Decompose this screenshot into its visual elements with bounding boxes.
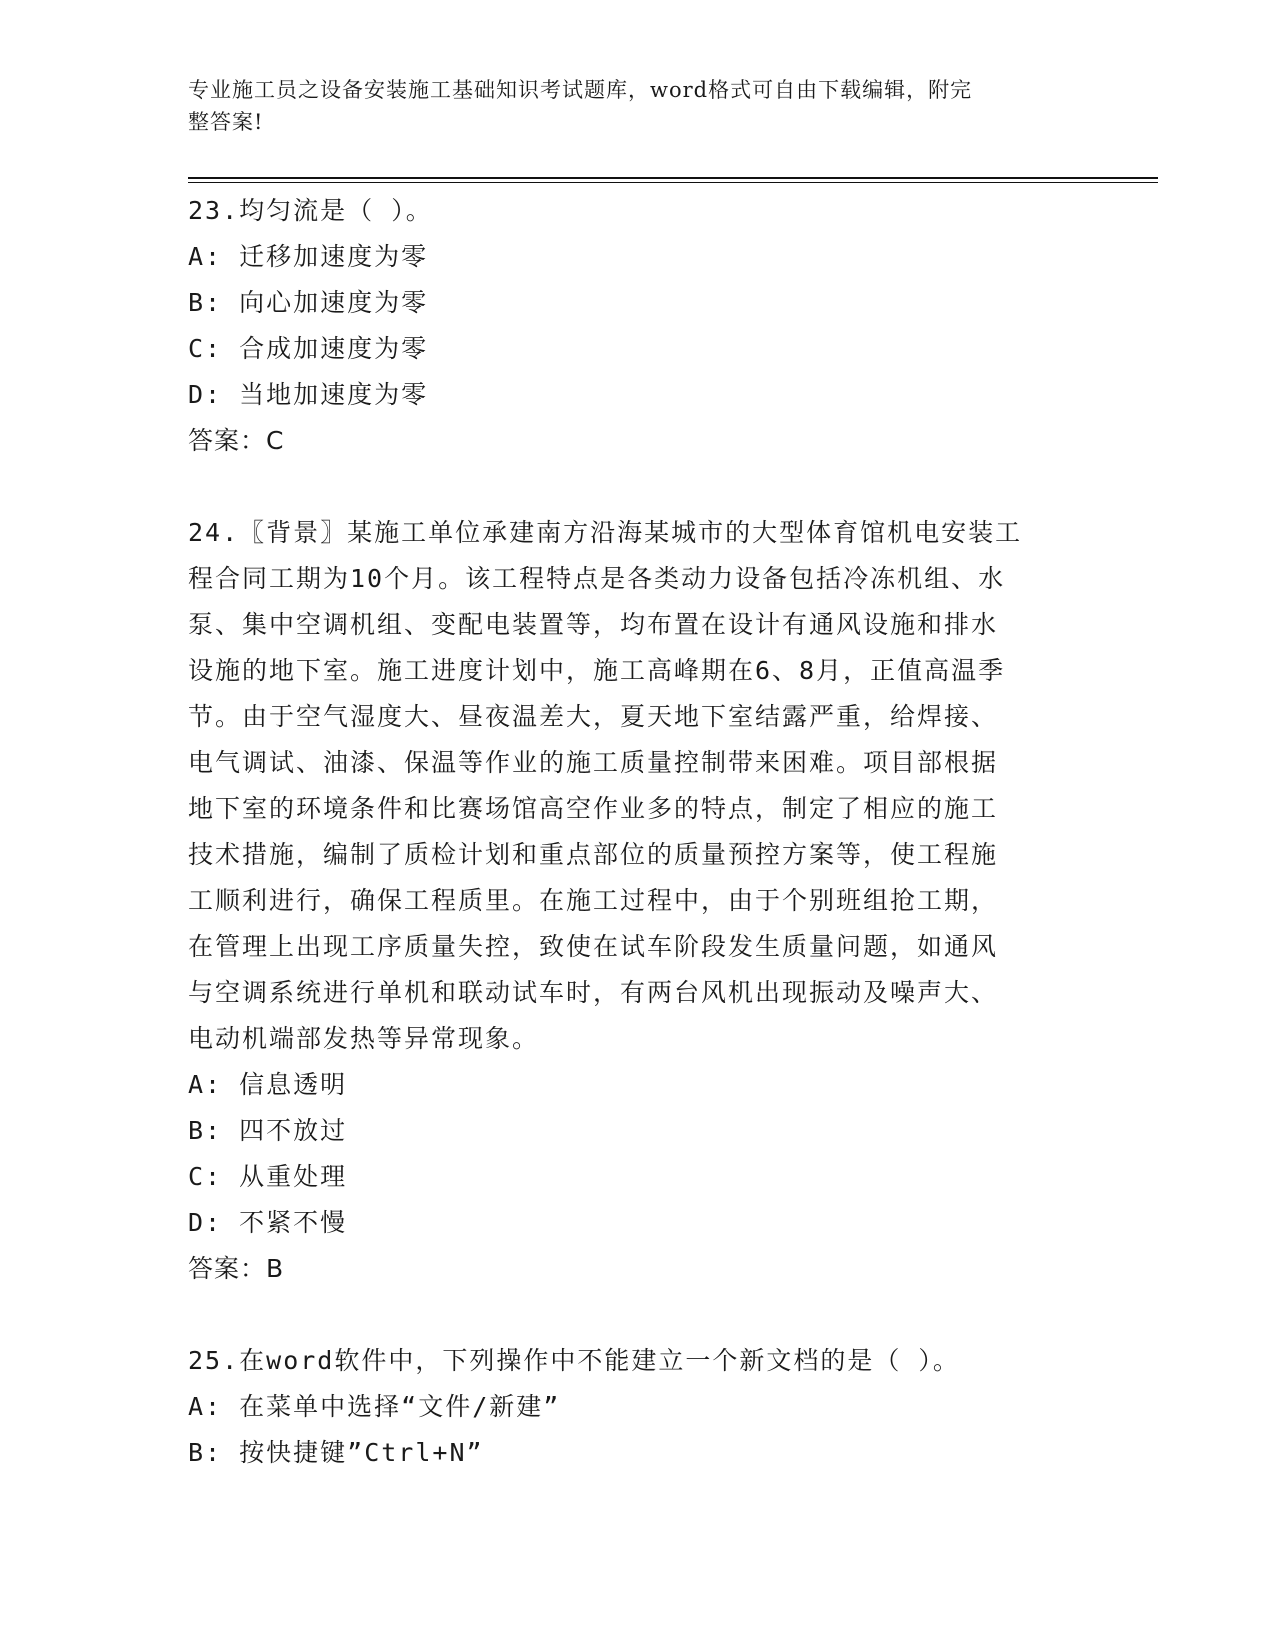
header-line-1: 专业施工员之设备安装施工基础知识考试题库，word格式可自由下载编辑，附完 xyxy=(188,78,973,102)
q23-option-d: D: 当地加速度为零 xyxy=(188,380,429,409)
q24-option-b: B: 四不放过 xyxy=(188,1116,348,1145)
question-25: 25.在word软件中，下列操作中不能建立一个新文档的是（ ）。 xyxy=(188,1346,960,1375)
question-23: 23.均匀流是（ ）。 xyxy=(188,196,433,225)
q24-line: 节。由于空气湿度大、昼夜温差大，夏天地下室结露严重，给焊接、 xyxy=(188,702,999,731)
document-header xyxy=(188,74,1068,138)
q23-option-c: C: 合成加速度为零 xyxy=(188,334,429,363)
q24-line: 程合同工期为10个月。该工程特点是各类动力设备包括冷冻机组、水 xyxy=(188,564,1006,593)
q24-line: 地下室的环境条件和比赛场馆高空作业多的特点，制定了相应的施工 xyxy=(188,794,999,823)
q24-line: 电气调试、油漆、保温等作业的施工质量控制带来困难。项目部根据 xyxy=(188,748,999,777)
header-rule-thick xyxy=(188,177,1158,179)
q24-option-a: A: 信息透明 xyxy=(188,1070,348,1099)
q24-line: 与空调系统进行单机和联动试车时，有两台风机出现振动及噪声大、 xyxy=(188,978,999,1007)
header-line-2: 整答案! xyxy=(188,110,264,134)
q25-option-b: B: 按快捷键”Ctrl+N” xyxy=(188,1438,484,1467)
question-24 xyxy=(188,510,1088,1062)
question-content xyxy=(188,188,1088,1476)
q24-line: 技术措施，编制了质检计划和重点部位的质量预控方案等，使工程施 xyxy=(188,840,999,869)
q24-answer: 答案：B xyxy=(188,1254,285,1283)
q24-line: 电动机端部发热等异常现象。 xyxy=(188,1024,540,1053)
q24-line: 泵、集中空调机组、变配电装置等，均布置在设计有通风设施和排水 xyxy=(188,610,999,639)
q23-option-b: B: 向心加速度为零 xyxy=(188,288,429,317)
q24-line: 24.〖背景〗某施工单位承建南方沿海某城市的大型体育馆机电安装工 xyxy=(188,518,1023,547)
q23-answer: 答案：C xyxy=(188,426,285,455)
q24-line: 工顺利进行，确保工程质里。在施工过程中，由于个别班组抢工期， xyxy=(188,886,999,915)
q24-option-c: C: 从重处理 xyxy=(188,1162,348,1191)
q24-line: 设施的地下室。施工进度计划中，施工高峰期在6、8月，正值高温季 xyxy=(188,656,1006,685)
spacer xyxy=(188,1292,1088,1338)
spacer xyxy=(188,464,1088,510)
q25-option-a: A: 在菜单中选择“文件/新建” xyxy=(188,1392,561,1421)
q24-line: 在管理上出现工序质量失控，致使在试车阶段发生质量问题，如通风 xyxy=(188,932,999,961)
header-rule-thin xyxy=(188,182,1158,183)
q24-option-d: D: 不紧不慢 xyxy=(188,1208,348,1237)
q23-option-a: A: 迁移加速度为零 xyxy=(188,242,429,271)
